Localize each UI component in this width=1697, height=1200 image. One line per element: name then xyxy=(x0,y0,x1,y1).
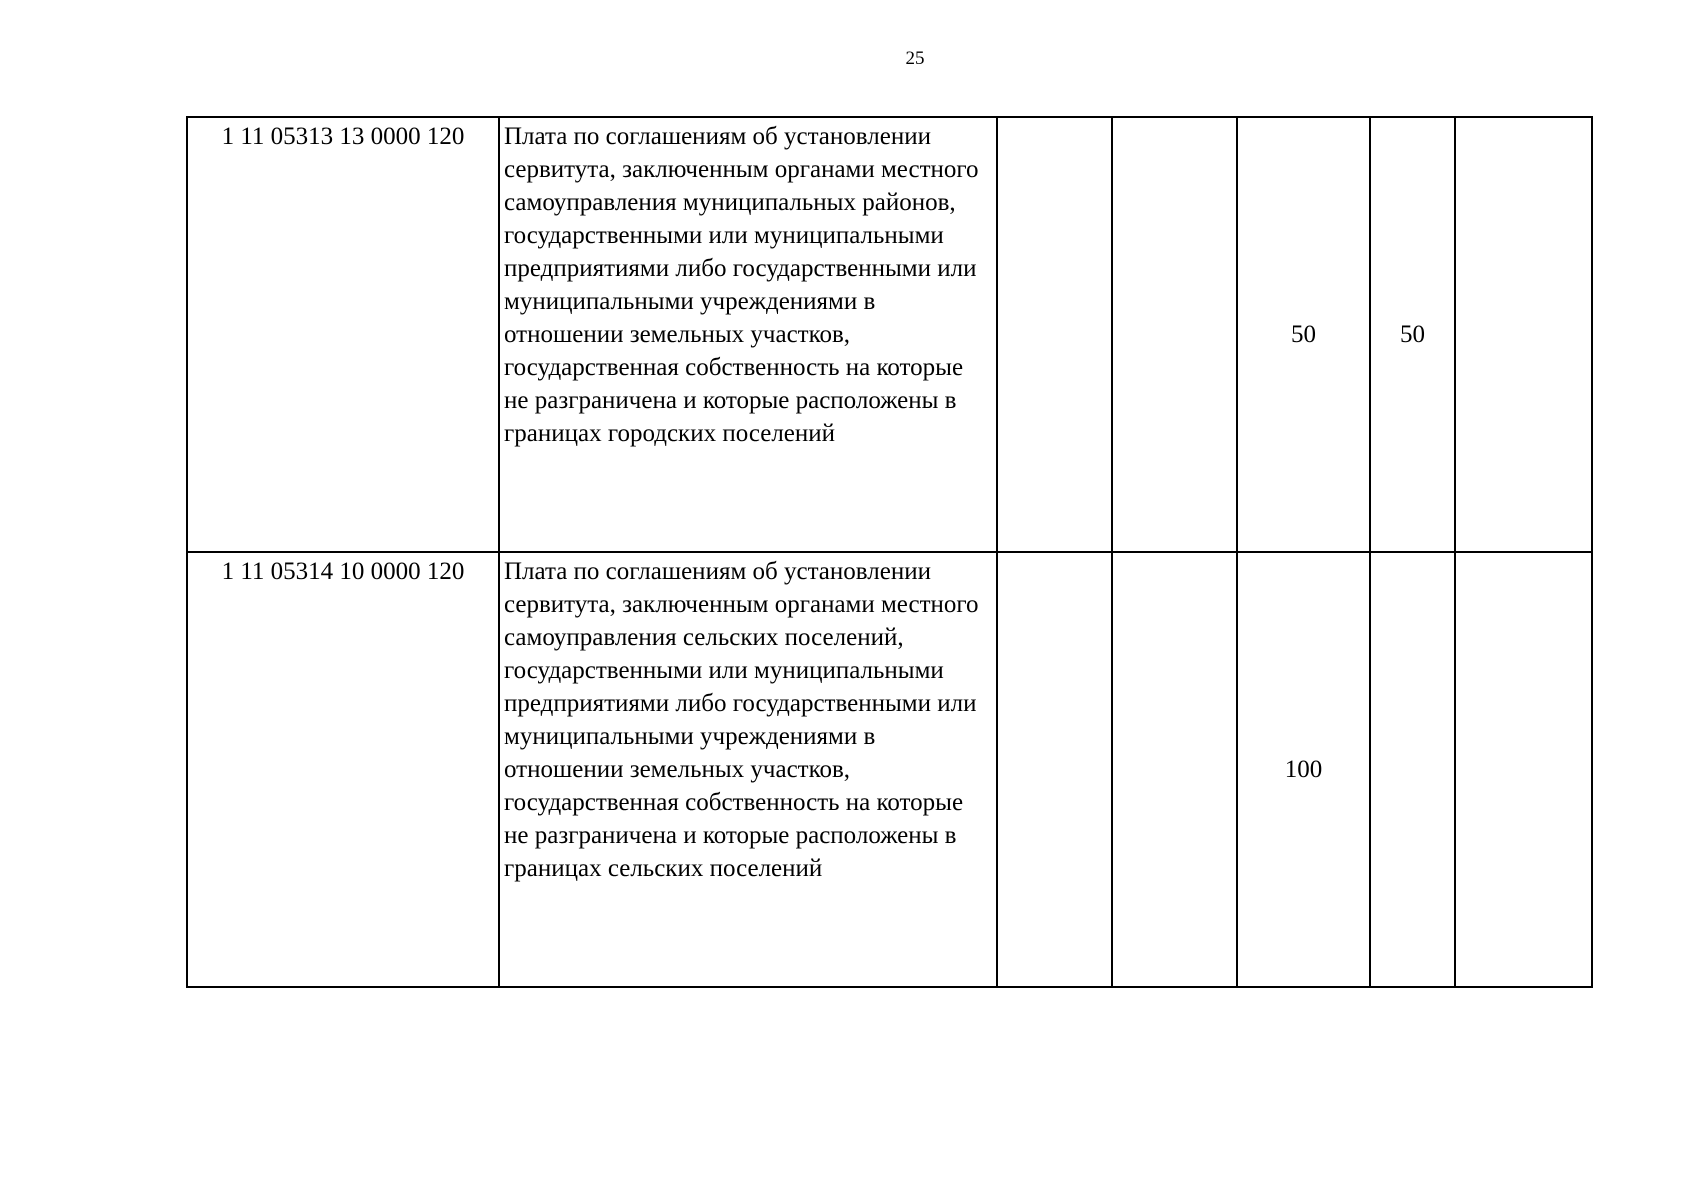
revenue-description-cell: Плата по соглашениям об установлении сервитута, заключенным органами местного самоуправления муниципальных районов, государственными или муниципальными предприятиями либо государственными или муниципальными учреждениями в отношении земельных участков, государственная собственность на которые не разграничена и которые расположены в границах городских поселений xyxy=(499,117,997,552)
value-cell-3 xyxy=(997,117,1112,552)
value-cell-4 xyxy=(1112,552,1237,987)
value-cell-6 xyxy=(1370,552,1455,987)
page-number: 25 xyxy=(905,48,925,69)
value-cell-5: 50 xyxy=(1237,117,1370,552)
value-cell-6: 50 xyxy=(1370,117,1455,552)
value-cell-4 xyxy=(1112,117,1237,552)
value-cell-3 xyxy=(997,552,1112,987)
revenue-table xyxy=(186,116,1593,988)
table-row xyxy=(187,117,1592,552)
revenue-code-cell: 1 11 05314 10 0000 120 xyxy=(187,552,499,987)
value-cell-7 xyxy=(1455,552,1592,987)
table-row xyxy=(187,552,1592,987)
value-cell-5: 100 xyxy=(1237,552,1370,987)
revenue-code-cell: 1 11 05313 13 0000 120 xyxy=(187,117,499,552)
revenue-description-cell: Плата по соглашениям об установлении сервитута, заключенным органами местного самоуправления сельских поселений, государственными или муниципальными предприятиями либо государственными или муниципальными учреждениями в отношении земельных участков, государственная собственность на которые не разграничена и которые расположены в границах сельских поселений xyxy=(499,552,997,987)
value-cell-7 xyxy=(1455,117,1592,552)
